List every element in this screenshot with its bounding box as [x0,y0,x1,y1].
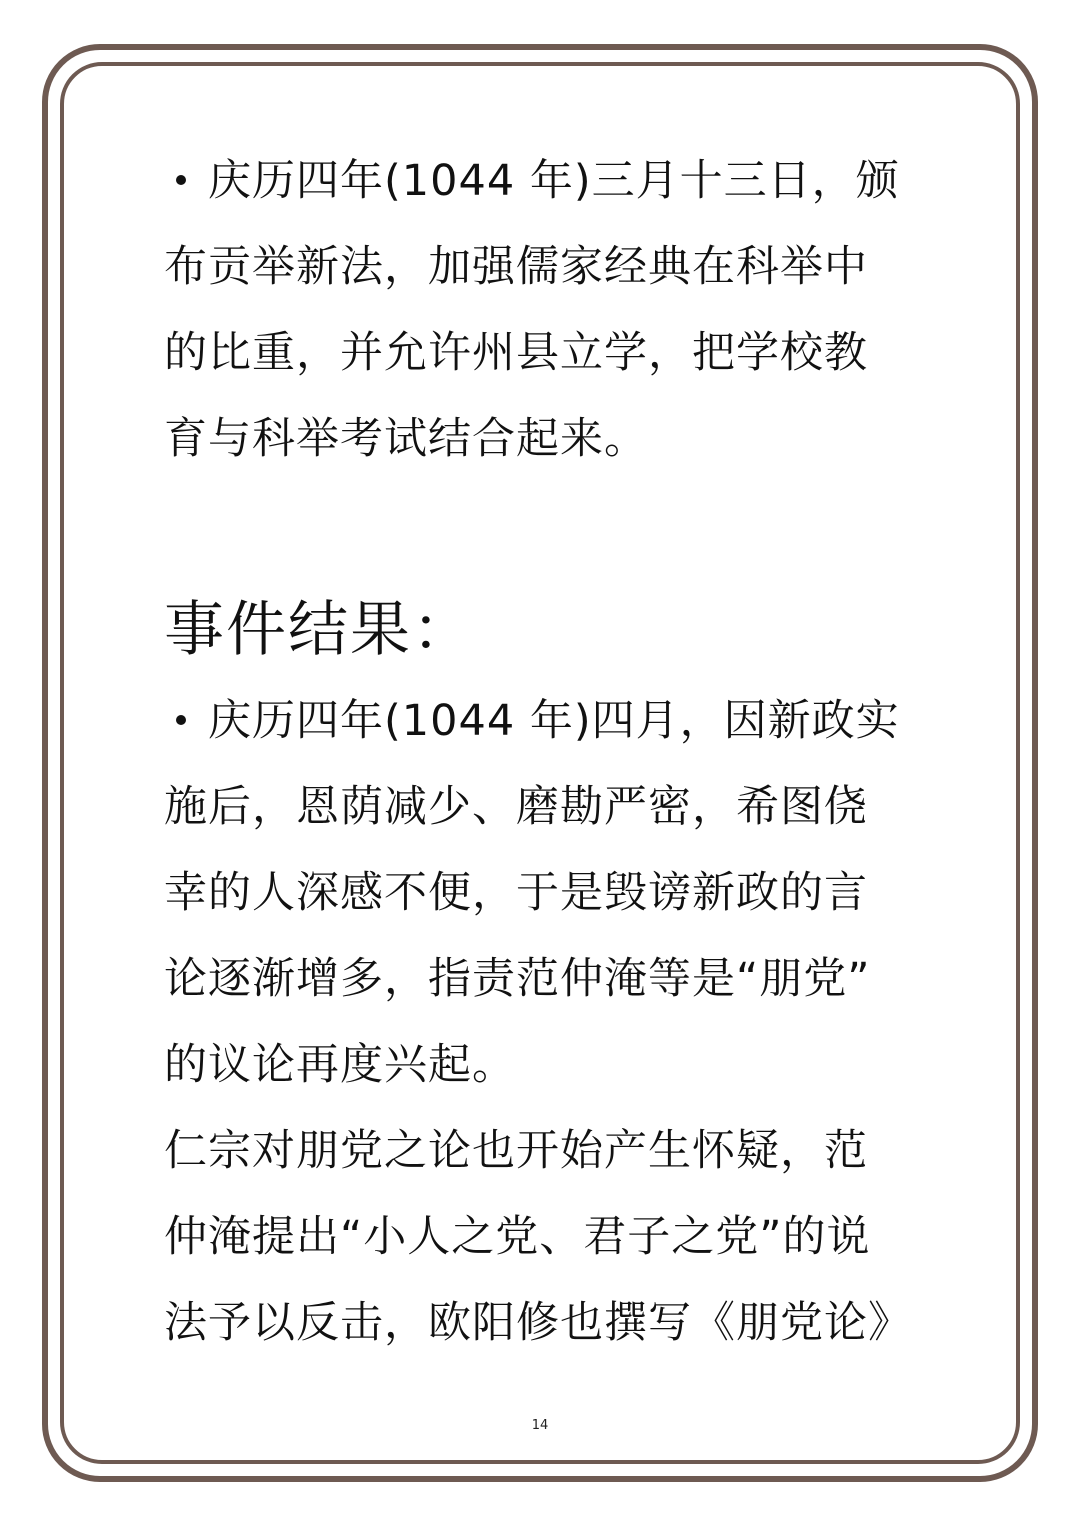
paragraph-line: 仁宗对朋党之论也开始产生怀疑，范 [164,1126,868,1176]
bullet-icon [176,175,186,185]
page-number: 14 [531,1418,549,1433]
paragraph-line: 论逐渐增多，指责范仲淹等是“朋党” [164,954,871,1004]
paragraph-line: 育与科举考试结合起来。 [164,414,648,464]
paragraph-line: 仲淹提出“小人之党、君子之党”的说 [164,1212,871,1262]
paragraph-line: 法予以反击，欧阳修也撰写《朋党论》 [164,1298,912,1348]
paragraph-line: 施后，恩荫减少、磨勘严密，希图侥 [164,782,868,832]
paragraph-text: 庆历四年(1044 年)四月，因新政实 [208,696,900,746]
paragraph-line [164,138,924,224]
paragraph-line: 幸的人深感不便，于是毁谤新政的言 [164,868,868,918]
paragraph-text: 庆历四年(1044 年)三月十三日，颁 [208,156,900,206]
bullet-icon [176,715,186,725]
paragraph-line: 的比重，并允许州县立学，把学校教 [164,328,868,378]
paragraph-line: 的议论再度兴起。 [164,1040,516,1090]
page-content [164,138,924,1366]
section-heading: 事件结果： [164,595,474,665]
paragraph-line [164,678,924,764]
paragraph-line: 布贡举新法，加强儒家经典在科举中 [164,242,868,292]
